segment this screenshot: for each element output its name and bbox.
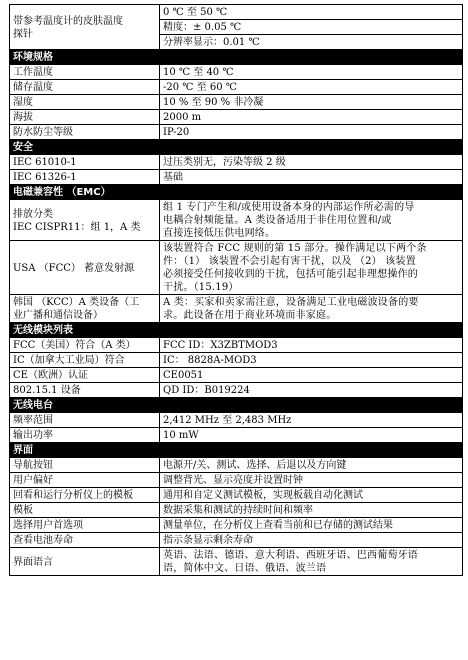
section-title: 无线模块列表 <box>10 323 463 338</box>
spec-value-line: QD ID：B019224 <box>163 385 250 396</box>
spec-value-line: 2,412 MHz 至 2,483 MHz <box>163 415 292 426</box>
spec-value <box>160 518 463 533</box>
spec-value-line: 干扰。（15.19） <box>163 282 239 293</box>
spec-row <box>10 533 463 548</box>
section-title: 环境规格 <box>10 50 463 65</box>
section-header <box>10 50 463 65</box>
spec-value <box>160 338 463 353</box>
spec-value-line: 件：（1） 该装置不会引起有害干扰，以及 （2） 该装置 <box>163 256 416 267</box>
spec-value-line: IC： 8828A-MOD3 <box>163 355 257 366</box>
spec-label <box>10 503 160 518</box>
spec-row <box>10 488 463 503</box>
spec-label-line: 模板 <box>13 505 33 516</box>
spec-row <box>10 368 463 383</box>
spec-value <box>160 503 463 518</box>
spec-row <box>10 548 463 576</box>
spec-row <box>10 241 463 295</box>
spec-value <box>160 95 463 110</box>
spec-row <box>10 473 463 488</box>
spec-value <box>160 488 463 503</box>
spec-value-line: IP-20 <box>163 127 190 138</box>
spec-label-line: 储存温度 <box>13 82 53 93</box>
spec-row <box>10 458 463 473</box>
spec-value-line: 必须接受任何接收到的干扰，包括可能引起非理想操作的 <box>163 269 418 280</box>
spec-subvalue: 分辨率显示：0.01 ℃ <box>160 34 462 49</box>
spec-label-line: IEC 61010-1 <box>13 157 77 168</box>
spec-value <box>160 428 463 443</box>
spec-label <box>10 241 160 295</box>
spec-value-line: 基础 <box>163 172 183 183</box>
spec-row <box>10 200 463 241</box>
spec-label <box>10 488 160 503</box>
spec-value <box>160 125 463 140</box>
spec-value-line: 10 mW <box>163 430 199 441</box>
specifications-table <box>9 4 463 576</box>
spec-label <box>10 428 160 443</box>
spec-value <box>160 473 463 488</box>
spec-row <box>10 95 463 110</box>
spec-label <box>10 473 160 488</box>
spec-label-line: 导航按钮 <box>13 460 53 471</box>
spec-label <box>10 65 160 80</box>
spec-value-line: 调整背光、显示亮度并设置时钟 <box>163 475 303 486</box>
spec-label-line: 界面语言 <box>13 556 53 568</box>
spec-label <box>10 413 160 428</box>
spec-label-line: 湿度 <box>13 97 33 108</box>
section-header <box>10 398 463 413</box>
spec-value-line: 2000 m <box>163 112 202 123</box>
spec-value <box>160 170 463 185</box>
spec-value-line: 数据采集和测试的持续时间和频率 <box>163 505 313 516</box>
section-title: 电磁兼容性 （EMC） <box>10 185 463 200</box>
spec-label <box>10 368 160 383</box>
spec-label-line: 探针 <box>13 28 33 40</box>
spec-value <box>160 155 463 170</box>
spec-value <box>160 548 463 576</box>
spec-row <box>10 65 463 80</box>
spec-value-line: 该装置符合 FCC 规则的第 15 部分。操作满足以下两个条 <box>163 243 427 254</box>
spec-value-line: 过压类别无，污染等级 2 级 <box>163 157 286 168</box>
spec-label <box>10 338 160 353</box>
spec-value <box>160 110 463 125</box>
spec-row <box>10 353 463 368</box>
spec-label <box>10 5 160 50</box>
section-header <box>10 140 463 155</box>
section-title: 无线电台 <box>10 398 463 413</box>
spec-value-line: -20 ℃ 至 60 ℃ <box>163 82 237 93</box>
section-title: 界面 <box>10 443 463 458</box>
spec-label-line: 带参考温度计的皮肤温度 <box>13 15 123 27</box>
spec-label-line: 回看和运行分析仪上的模板 <box>13 490 133 501</box>
spec-value-line: 求。此设备在用于商业环境而非家庭。 <box>163 310 337 321</box>
spec-value-line: 直接连接低压供电网络。 <box>163 228 276 239</box>
spec-value <box>160 353 463 368</box>
spec-label-line: 选择用户首选项 <box>13 520 83 531</box>
spec-value-group <box>160 5 463 50</box>
spec-row <box>10 338 463 353</box>
spec-label-line: IC（加拿大工业局）符合 <box>13 355 125 366</box>
spec-label <box>10 533 160 548</box>
spec-value-line: 通用和自定义测试模板，实现板载自动化测试 <box>163 490 363 501</box>
spec-row <box>10 125 463 140</box>
spec-label <box>10 548 160 576</box>
spec-label-line: FCC（美国）符合（A 类） <box>13 340 136 351</box>
spec-label-line: 工作温度 <box>13 67 53 78</box>
spec-label-line: CE（欧洲）认证 <box>13 370 88 381</box>
spec-label-line: 海拔 <box>13 112 33 123</box>
spec-value <box>160 200 463 241</box>
spec-label-line: 查看电池寿命 <box>13 535 73 546</box>
spec-subvalue: 精度：± 0.05 ℃ <box>160 19 462 34</box>
spec-row <box>10 383 463 398</box>
section-header <box>10 443 463 458</box>
spec-value-line: CE0051 <box>163 370 204 381</box>
spec-label <box>10 170 160 185</box>
section-title: 安全 <box>10 140 463 155</box>
spec-label-line: USA （FCC） 蓄意发射源 <box>13 262 135 274</box>
spec-label-line: 输出功率 <box>13 430 53 441</box>
spec-value-line: 10 % 至 90 % 非冷凝 <box>163 97 264 108</box>
spec-row <box>10 110 463 125</box>
spec-value-line: A 类：买家和卖家需注意，设备满足工业电磁波设备的要 <box>163 297 419 308</box>
spec-row <box>10 170 463 185</box>
spec-label <box>10 155 160 170</box>
spec-row <box>10 80 463 95</box>
spec-value <box>160 368 463 383</box>
spec-value-line: 10 ℃ 至 40 ℃ <box>163 67 234 78</box>
spec-value-line: 电耦合射频能量。A 类设备适用于非住用位置和/或 <box>163 215 392 226</box>
spec-value-line: 组 1 专门产生和/或使用设备本身的内部运作所必需的导 <box>163 202 415 213</box>
spec-value <box>160 458 463 473</box>
spec-label-line: 排放分类 <box>13 208 53 220</box>
spec-value <box>160 295 463 323</box>
spec-label-line: 业广播和通信设备） <box>13 310 103 321</box>
spec-value-line: 指示条显示剩余寿命 <box>163 535 253 546</box>
spec-row <box>10 428 463 443</box>
spec-value <box>160 241 463 295</box>
spec-value <box>160 533 463 548</box>
spec-value <box>160 383 463 398</box>
spec-row <box>10 518 463 533</box>
spec-row <box>10 295 463 323</box>
spec-label-line: 用户偏好 <box>13 475 53 486</box>
spec-row <box>10 413 463 428</box>
spec-value <box>160 413 463 428</box>
spec-row <box>10 5 463 50</box>
spec-subvalue: 0 ℃ 至 50 ℃ <box>163 7 228 18</box>
spec-label-line: IEC CISPR11：组 1，A 类 <box>13 221 141 233</box>
spec-row <box>10 503 463 518</box>
spec-value-line: FCC ID：X3ZBTMOD3 <box>163 340 278 351</box>
spec-label <box>10 125 160 140</box>
spec-value-line: 测量单位，在分析仪上查看当前和已存储的测试结果 <box>163 520 393 531</box>
spec-label-line: 802.15.1 设备 <box>13 385 81 396</box>
spec-value-line: 英语、法语、德语、意大利语、西班牙语、巴西葡萄牙语 <box>163 550 418 561</box>
spec-value <box>160 65 463 80</box>
spec-value <box>160 80 463 95</box>
spec-row <box>10 155 463 170</box>
spec-label-line: 频率范围 <box>13 415 53 426</box>
spec-label <box>10 458 160 473</box>
spec-value-line: 语，简体中文、日语、俄语、波兰语 <box>163 563 327 574</box>
spec-label-line: IEC 61326-1 <box>13 172 77 183</box>
spec-label-line: 韩国 （KCC）A 类设备（工 <box>13 297 140 308</box>
spec-label <box>10 200 160 241</box>
spec-label <box>10 383 160 398</box>
spec-label <box>10 110 160 125</box>
spec-value-line: 电源开/关、测试、选择、后退以及方向键 <box>163 460 347 471</box>
spec-label <box>10 80 160 95</box>
spec-label <box>10 518 160 533</box>
section-header <box>10 323 463 338</box>
spec-label-line: 防水防尘等级 <box>13 127 73 138</box>
spec-label <box>10 353 160 368</box>
spec-label <box>10 95 160 110</box>
spec-label <box>10 295 160 323</box>
section-header <box>10 185 463 200</box>
